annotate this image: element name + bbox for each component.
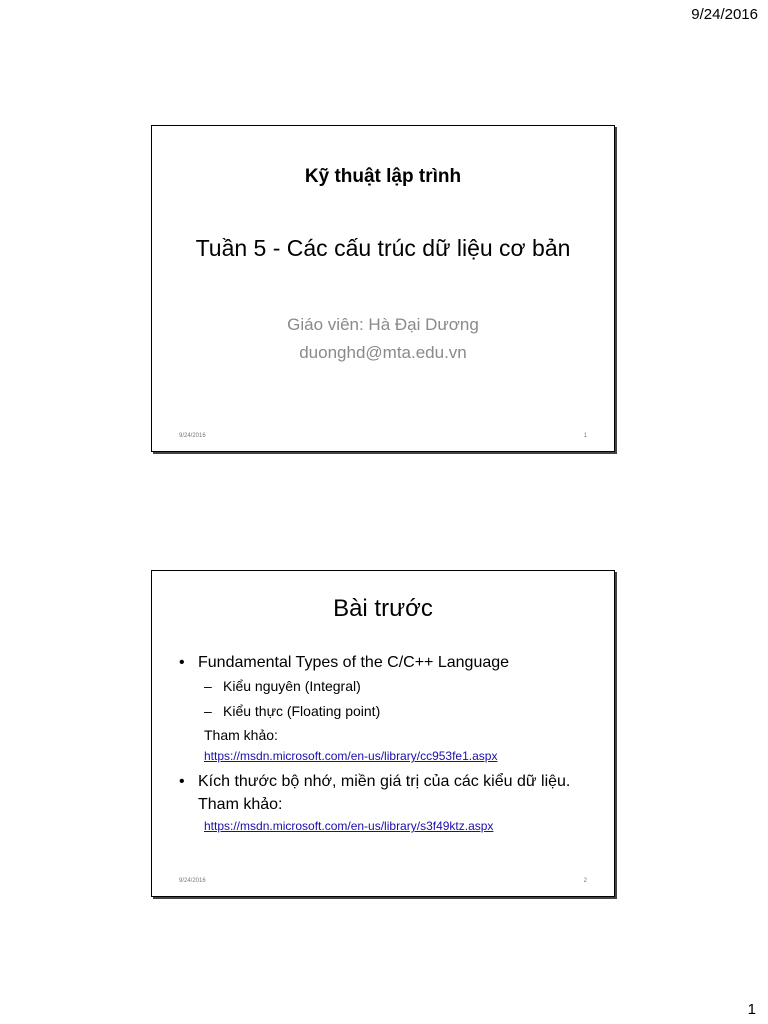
bullet-text: Fundamental Types of the C/C++ Language (198, 654, 510, 671)
reference-link[interactable]: https://msdn.microsoft.com/en-us/library/s3f49ktz.aspx (204, 819, 494, 833)
teacher-name: Giáo viên: Hà Đại Dương (287, 315, 479, 334)
lecture-title: Tuần 5 - Các cấu trúc dữ liệu cơ bản (195, 235, 571, 261)
slide-footer-date: 9/24/2016 (179, 878, 206, 884)
sub-bullet-text: Kiểu thực (Floating point) (223, 703, 381, 719)
slide-2 (151, 570, 615, 897)
dash-icon: – (204, 678, 212, 694)
reference-label: Tham khảo: (204, 727, 278, 743)
slide-content (179, 651, 594, 836)
reference-link[interactable]: https://msdn.microsoft.com/en-us/library/cc953fe1.aspx (204, 749, 498, 763)
teacher-email: duonghd@mta.edu.vn (299, 343, 467, 362)
sub-bullet-item (179, 699, 594, 724)
bullet-item (179, 651, 594, 674)
slide-title: Bài trước (333, 595, 433, 622)
course-title: Kỹ thuật lập trình (304, 166, 462, 187)
sub-bullet-item (179, 674, 594, 699)
slide-footer-number: 1 (583, 433, 587, 439)
dash-icon: – (204, 703, 212, 719)
bullet-item (179, 770, 594, 816)
bullet-icon: • (179, 654, 185, 671)
sub-bullet-text: Kiểu nguyên (Integral) (223, 678, 361, 694)
bullet-icon: • (179, 773, 185, 790)
page-date: 9/24/2016 (691, 6, 758, 23)
bullet-text: Kích thước bộ nhớ, miền giá trị của các kiểu dữ liệu. Tham khảo: (198, 773, 571, 813)
slide-footer-date: 9/24/2016 (179, 433, 206, 439)
slide-1 (151, 125, 615, 452)
page-number: 1 (747, 1001, 756, 1018)
slide-footer-number: 2 (583, 878, 587, 884)
